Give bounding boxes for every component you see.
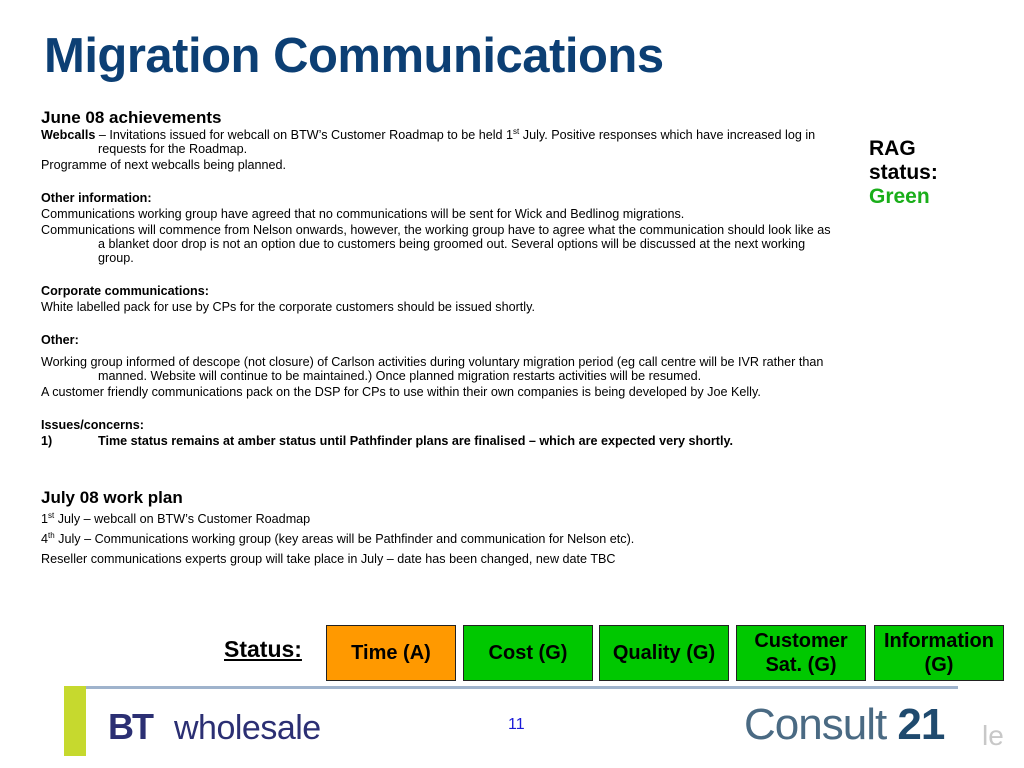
webcalls-label: Webcalls: [41, 128, 96, 142]
other-info-p2: Communications will commence from Nelson onwards, however, the working group have to agree what the communication should look like as a blanket door drop is not an option due to customers being groomed out. Several options will be discussed at the next working group.: [41, 223, 831, 265]
edge-watermark: le: [982, 720, 1004, 751]
june-heading: June 08 achievements: [41, 108, 222, 127]
status-box-customer-sat: Customer Sat. (G): [736, 625, 866, 681]
july-item-2-a: 4: [41, 532, 49, 546]
programme-paragraph: Programme of next webcalls being planned.: [41, 158, 287, 172]
status-label: Status:: [224, 636, 302, 662]
corporate-p1: White labelled pack for use by CPs for the corporate customers should be issued shortly.: [41, 300, 535, 314]
bt-wholesale-logo-graphic: [108, 707, 358, 747]
july-item-2-b: July – Communications working group (key areas will be Pathfinder and communication for Nelson etc).: [54, 532, 635, 546]
july-item-1: [41, 512, 841, 526]
svg-text:wholesale: wholesale: [174, 709, 321, 747]
webcalls-paragraph: [41, 128, 841, 156]
july-item-1-b: July – webcall on BTW’s Customer Roadmap: [54, 512, 311, 526]
rag-label: RAG status:: [869, 137, 938, 184]
rag-status: [869, 137, 949, 209]
issues-item-1-text: Time status remains at amber status until Pathfinder plans are finalised – which are expected very shortly.: [98, 434, 734, 448]
webcalls-text-b: July. Positive responses which have increased log in requests for the Roadmap.: [98, 128, 816, 156]
consult-logo-text: Consult: [744, 700, 887, 749]
issues-heading: Issues/concerns:: [41, 418, 144, 432]
webcalls-sup: st: [513, 126, 520, 136]
status-box-quality: Quality (G): [599, 625, 729, 681]
status-box-information: Information (G): [874, 625, 1004, 681]
july-item-3: Reseller communications experts group will take place in July – date has been changed, new date TBC: [41, 552, 616, 566]
july-item-1-sup: st: [48, 510, 55, 520]
other-p2: A customer friendly communications pack on the DSP for CPs to use within their own companies is being developed by Joe Kelly.: [41, 385, 761, 399]
rag-value: Green: [869, 185, 930, 208]
slide-body: [41, 108, 841, 568]
july-item-1-a: 1: [41, 512, 49, 526]
footer-accent-bar: [64, 686, 86, 756]
other-p1: Working group informed of descope (not closure) of Carlson activities during voluntary migration period (eg call centre will be IVR rather than manned. Website will continue to be maintained.) Once planned migration restarts activities will be resumed.: [41, 355, 824, 383]
svg-text:BT: BT: [108, 707, 152, 747]
bt-wholesale-logo: [108, 707, 358, 752]
issues-item-1-number: 1): [41, 434, 53, 448]
status-box-time: Time (A): [326, 625, 456, 681]
other-heading: Other:: [41, 333, 79, 347]
july-item-2-sup: th: [48, 530, 55, 540]
july-heading: July 08 work plan: [41, 488, 183, 507]
other-info-heading: Other information:: [41, 191, 152, 205]
issues-item-1: [41, 434, 841, 448]
consult21-logo: [744, 700, 944, 750]
status-box-cost: Cost (G): [463, 625, 593, 681]
webcalls-text-a: – Invitations issued for webcall on BTW’s Customer Roadmap to be held 1: [95, 128, 514, 142]
slide-title: Migration Communications: [44, 29, 664, 83]
consult-logo-number: 21: [897, 700, 945, 749]
other-info-p1: Communications working group have agreed that no communications will be sent for Wick and Bedlinog migrations.: [41, 207, 685, 221]
july-item-2: [41, 532, 841, 546]
page-number: 11: [508, 716, 525, 733]
footer-divider: [86, 686, 958, 689]
corporate-heading: Corporate communications:: [41, 284, 209, 298]
